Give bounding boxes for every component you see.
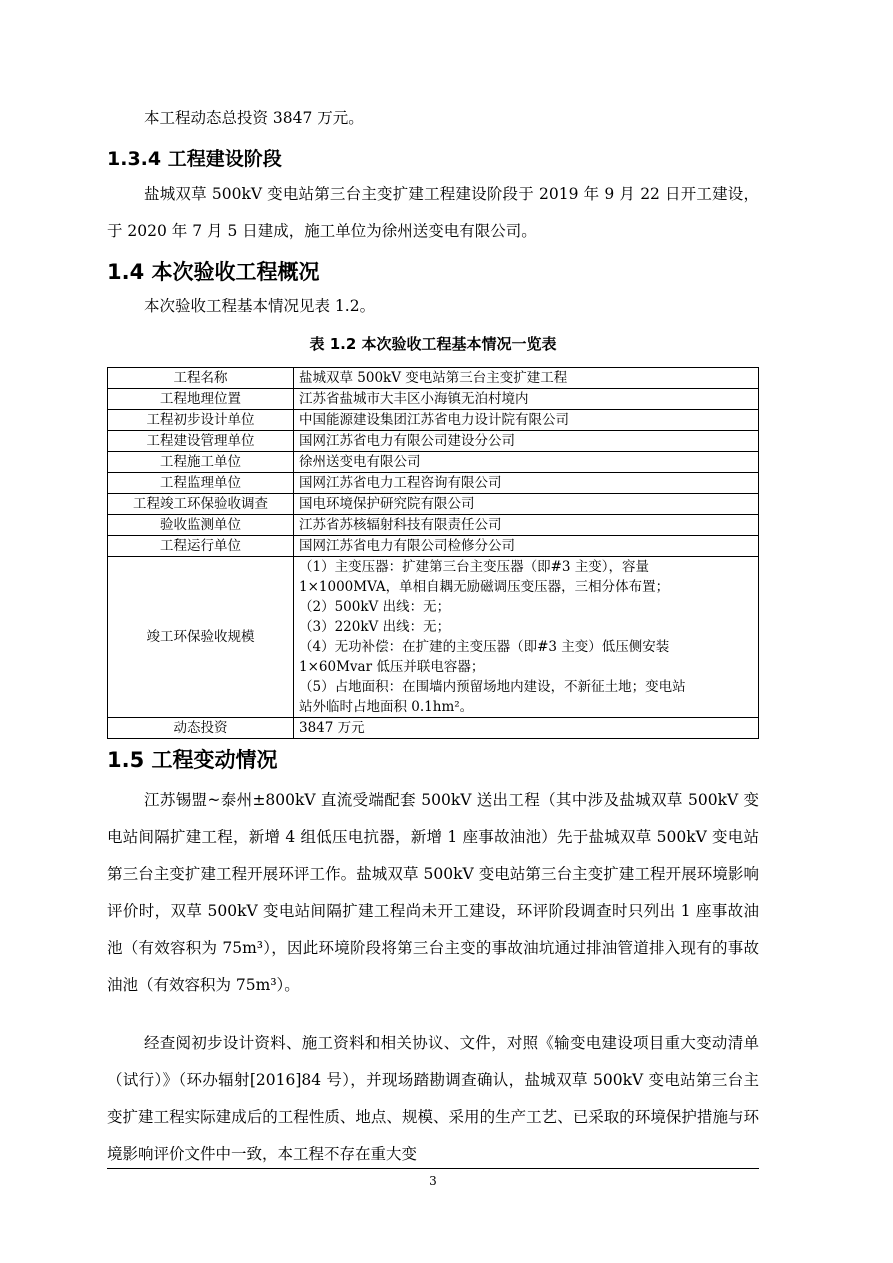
heading-1-4: 1.4 本次验收工程概况 [107, 260, 320, 284]
scale-line: 1×60Mvar 低压并联电容器； [299, 659, 485, 675]
table-row [108, 452, 759, 473]
row-value: 盐城双草 500kV 变电站第三台主变扩建工程 [294, 368, 759, 389]
row-label: 工程名称 [108, 368, 294, 389]
row-label: 工程地理位置 [108, 389, 294, 410]
table-row [108, 718, 759, 739]
row-value: 国网江苏省电力工程咨询有限公司 [294, 473, 759, 494]
row-label: 动态投资 [108, 718, 294, 739]
table-row [108, 515, 759, 536]
row-label: 工程初步设计单位 [108, 410, 294, 431]
row-value: 国网江苏省电力有限公司建设分公司 [294, 431, 759, 452]
scale-line: （4）无功补偿：在扩建的主变压器（即#3 主变）低压侧安装 [299, 639, 670, 655]
paragraph-change-1: 江苏锡盟~泰州±800kV 直流受端配套 500kV 送出工程（其中涉及盐城双草 500kV 变电站间隔扩建工程，新增 4 组低压电抗器，新增 1 座事故油池）先于盐城双草 500kV 变电站第三台主变扩建工程开展环评工作。盐城双草 500kV 变电站第三台主变扩建工程开展环境影响评价时，双草 500kV 变电站间隔扩建工程尚未开工建设，环评阶段调查时只列出 1 座事故油池（有效容积为 75m³），因此环境阶段将第三台主变的事故油坑通过排油管道排入现有的事故油池（有效容积为 75m³）。 [107, 791, 759, 994]
project-info-table [107, 367, 759, 739]
row-label: 工程建设管理单位 [108, 431, 294, 452]
scale-line: 站外临时占地面积 0.1hm²。 [299, 699, 474, 715]
table-row [108, 536, 759, 557]
paragraph-construction-stage: 盐城双草 500kV 变电站第三台主变扩建工程建设阶段于 2019 年 9 月 22 日开工建设，于 2020 年 7 月 5 日建成，施工单位为徐州送变电有限公司。 [107, 185, 759, 240]
scale-details [294, 557, 759, 718]
page-number: 3 [429, 1174, 437, 1188]
paragraph-table-reference: 本次验收工程基本情况见表 1.2。 [144, 297, 376, 315]
heading-1-5: 1.5 工程变动情况 [107, 748, 278, 772]
row-value: 国网江苏省电力有限公司检修分公司 [294, 536, 759, 557]
row-label: 竣工环保验收规模 [108, 557, 294, 718]
scale-line: （1）主变压器：扩建第三台主变压器（即#3 主变），容量 [299, 559, 650, 575]
row-value: 江苏省盐城市大丰区小海镇无泊村境内 [294, 389, 759, 410]
table-row [108, 494, 759, 515]
row-value: 徐州送变电有限公司 [294, 452, 759, 473]
paragraph-investment: 本工程动态总投资 3847 万元。 [144, 109, 364, 127]
scale-line: 1×1000MVA，单相自耦无励磁调压变压器，三相分体布置； [299, 579, 670, 595]
row-value: 江苏省苏核辐射科技有限责任公司 [294, 515, 759, 536]
scale-line: （3）220kV 出线：无； [299, 619, 451, 635]
row-value: 中国能源建设集团江苏省电力设计院有限公司 [294, 410, 759, 431]
table-row [108, 389, 759, 410]
row-value: 国电环境保护研究院有限公司 [294, 494, 759, 515]
heading-1-3-4: 1.3.4 工程建设阶段 [107, 148, 282, 170]
table-row [108, 473, 759, 494]
row-label: 工程监理单位 [108, 473, 294, 494]
table-row [108, 431, 759, 452]
table-caption: 表 1.2 本次验收工程基本情况一览表 [309, 335, 557, 353]
paragraph-change-2: 经查阅初步设计资料、施工资料和相关协议、文件，对照《输变电建设项目重大变动清单（试行）》（环办辐射[2016]84 号），并现场踏勘调查确认，盐城双草 500kV 变电站第三台主变扩建工程实际建成后的工程性质、地点、规模、采用的生产工艺、已采取的环境保护措施与环境影响评价文件中一致，本工程不存在重大变 [107, 1034, 759, 1163]
scale-line: （5）占地面积：在围墙内预留场地内建设，不新征土地；变电站 [299, 679, 686, 695]
table-row [108, 557, 759, 718]
table-row [108, 368, 759, 389]
table-row [108, 410, 759, 431]
row-label: 工程运行单位 [108, 536, 294, 557]
scale-line: （2）500kV 出线：无； [299, 599, 451, 615]
row-label: 工程施工单位 [108, 452, 294, 473]
footer-divider [107, 1168, 759, 1169]
row-value: 3847 万元 [294, 718, 759, 739]
row-label: 工程竣工环保验收调查 [108, 494, 294, 515]
row-label: 验收监测单位 [108, 515, 294, 536]
